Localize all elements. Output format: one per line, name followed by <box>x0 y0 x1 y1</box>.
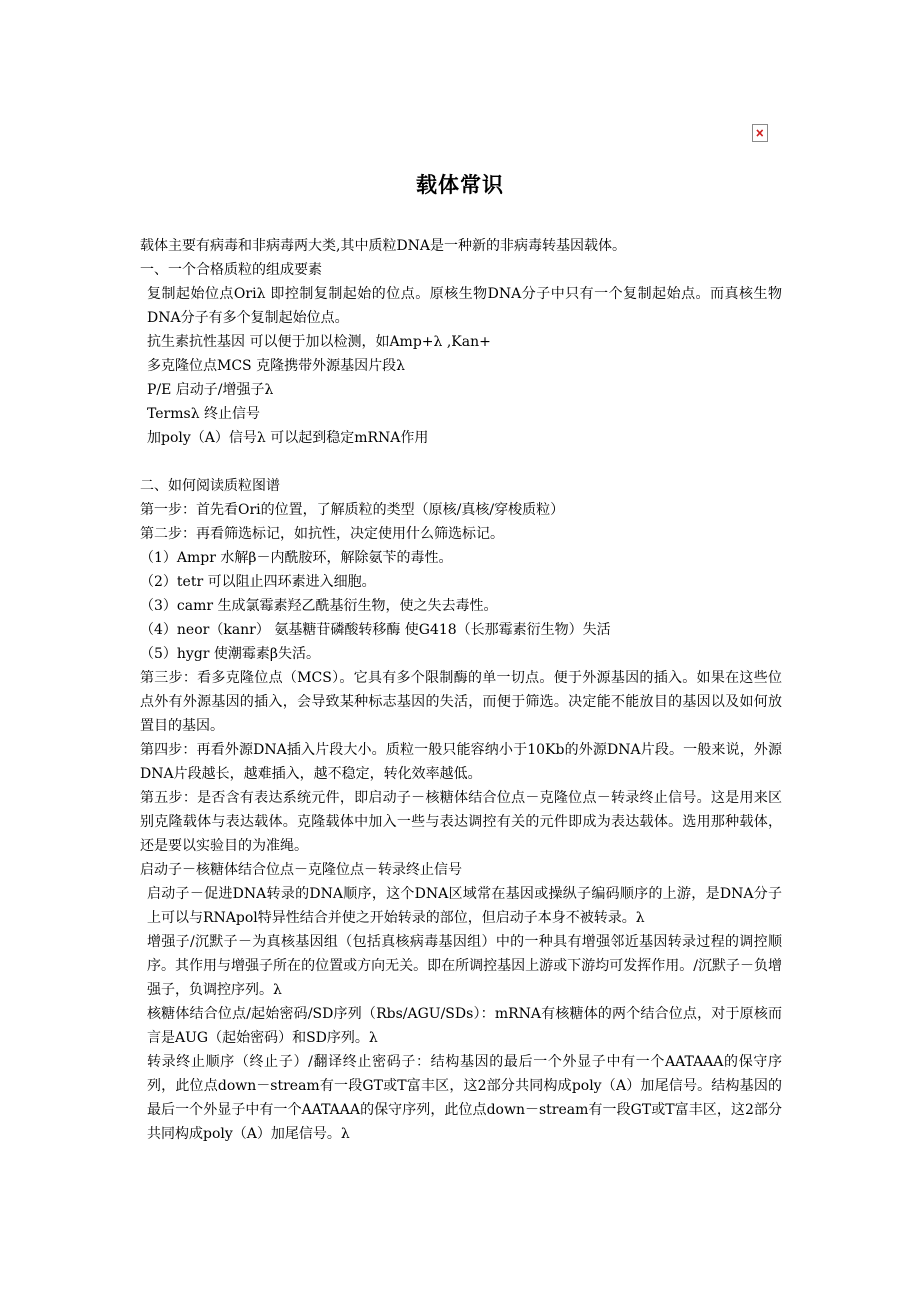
list-item: （2）tetr 可以阻止四环素进入细胞。 <box>140 574 376 590</box>
list-item: Termsλ 终止信号 <box>147 406 261 422</box>
paragraph: 第四步：再看外源DNA插入片段大小。质粒一般只能容纳小于10Kb的外源DNA片段。一般来说，外源DNA片段越长，越难插入，越不稳定，转化效率越低。 <box>140 742 782 782</box>
paragraph: 启动子－核糖体结合位点－克隆位点－转录终止信号 <box>140 862 462 878</box>
spacer <box>140 450 782 474</box>
list-item: （4）neor（kanr） 氨基糖苷磷酸转移酶 使G418（长那霉素衍生物）失活 <box>140 622 611 638</box>
paragraph: 载体主要有病毒和非病毒两大类,其中质粒DNA是一种新的非病毒转基因载体。 <box>140 238 627 254</box>
list-item: 抗生素抗性基因 可以便于加以检测，如Amp+λ ,Kan+ <box>147 334 491 350</box>
list-item: （3）camr 生成氯霉素羟乙酰基衍生物，使之失去毒性。 <box>140 598 498 614</box>
section-heading: 一、一个合格质粒的组成要素 <box>140 262 322 278</box>
paragraph: 核糖体结合位点/起始密码/SD序列（Rbs/AGU/SDs）：mRNA有核糖体的两个结合位点，对于原核而言是AUG（起始密码）和SD序列。λ <box>147 1006 782 1046</box>
paragraph: 第三步：看多克隆位点（MCS）。它具有多个限制酶的单一切点。便于外源基因的插入。如果在这些位点外有外源基因的插入，会导致某种标志基因的失活，而便于筛选。决定能不能放目的基因以及如何放置目的基因。 <box>140 670 782 734</box>
list-item: （1）Ampr 水解β－内酰胺环，解除氨苄的毒性。 <box>140 550 453 566</box>
paragraph: 复制起始位点Oriλ 即控制复制起始的位点。原核生物DNA分子中只有一个复制起始点。而真核生物DNA分子有多个复制起始位点。 <box>147 286 782 326</box>
section-heading: 二、如何阅读质粒图谱 <box>140 478 280 494</box>
paragraph: 第五步：是否含有表达系统元件，即启动子－核糖体结合位点－克隆位点－转录终止信号。这是用来区别克隆载体与表达载体。克隆载体中加入一些与表达调控有关的元件即成为表达载体。选用那种载体，还是要以实验目的为准绳。 <box>140 790 782 854</box>
document-body <box>140 234 782 1146</box>
paragraph: 第二步：再看筛选标记，如抗性，决定使用什么筛选标记。 <box>140 526 504 542</box>
list-item: P/E 启动子/增强子λ <box>147 382 274 398</box>
list-item: 加poly（A）信号λ 可以起到稳定mRNA作用 <box>147 430 429 446</box>
paragraph: 增强子/沉默子－为真核基因组（包括真核病毒基因组）中的一种具有增强邻近基因转录过程的调控顺序。其作用与增强子所在的位置或方向无关。即在所调控基因上游或下游均可发挥作用。/沉默子－负增强子，负调控序列。λ <box>147 934 782 998</box>
list-item: （5）hygr 使潮霉素β失活。 <box>140 646 321 662</box>
paragraph: 启动子－促进DNA转录的DNA顺序，这个DNA区域常在基因或操纵子编码顺序的上游，是DNA分子上可以与RNApol特异性结合并使之开始转录的部位，但启动子本身不被转录。λ <box>147 886 782 926</box>
paragraph: 转录终止顺序（终止子）/翻译终止密码子：结构基因的最后一个外显子中有一个AATAAA的保守序列，此位点down－stream有一段GT或T富丰区，这2部分共同构成poly（A）加尾信号。结构基因的最后一个外显子中有一个AATAAA的保守序列，此位点down－stream有一段GT或T富丰区，这2部分共同构成poly（A）加尾信号。λ <box>147 1054 782 1142</box>
paragraph: 第一步：首先看Ori的位置，了解质粒的类型（原核/真核/穿梭质粒） <box>140 502 565 518</box>
list-item: 多克隆位点MCS 克隆携带外源基因片段λ <box>147 358 405 374</box>
broken-image-icon <box>752 124 768 142</box>
page-title: 载体常识 <box>416 173 504 197</box>
